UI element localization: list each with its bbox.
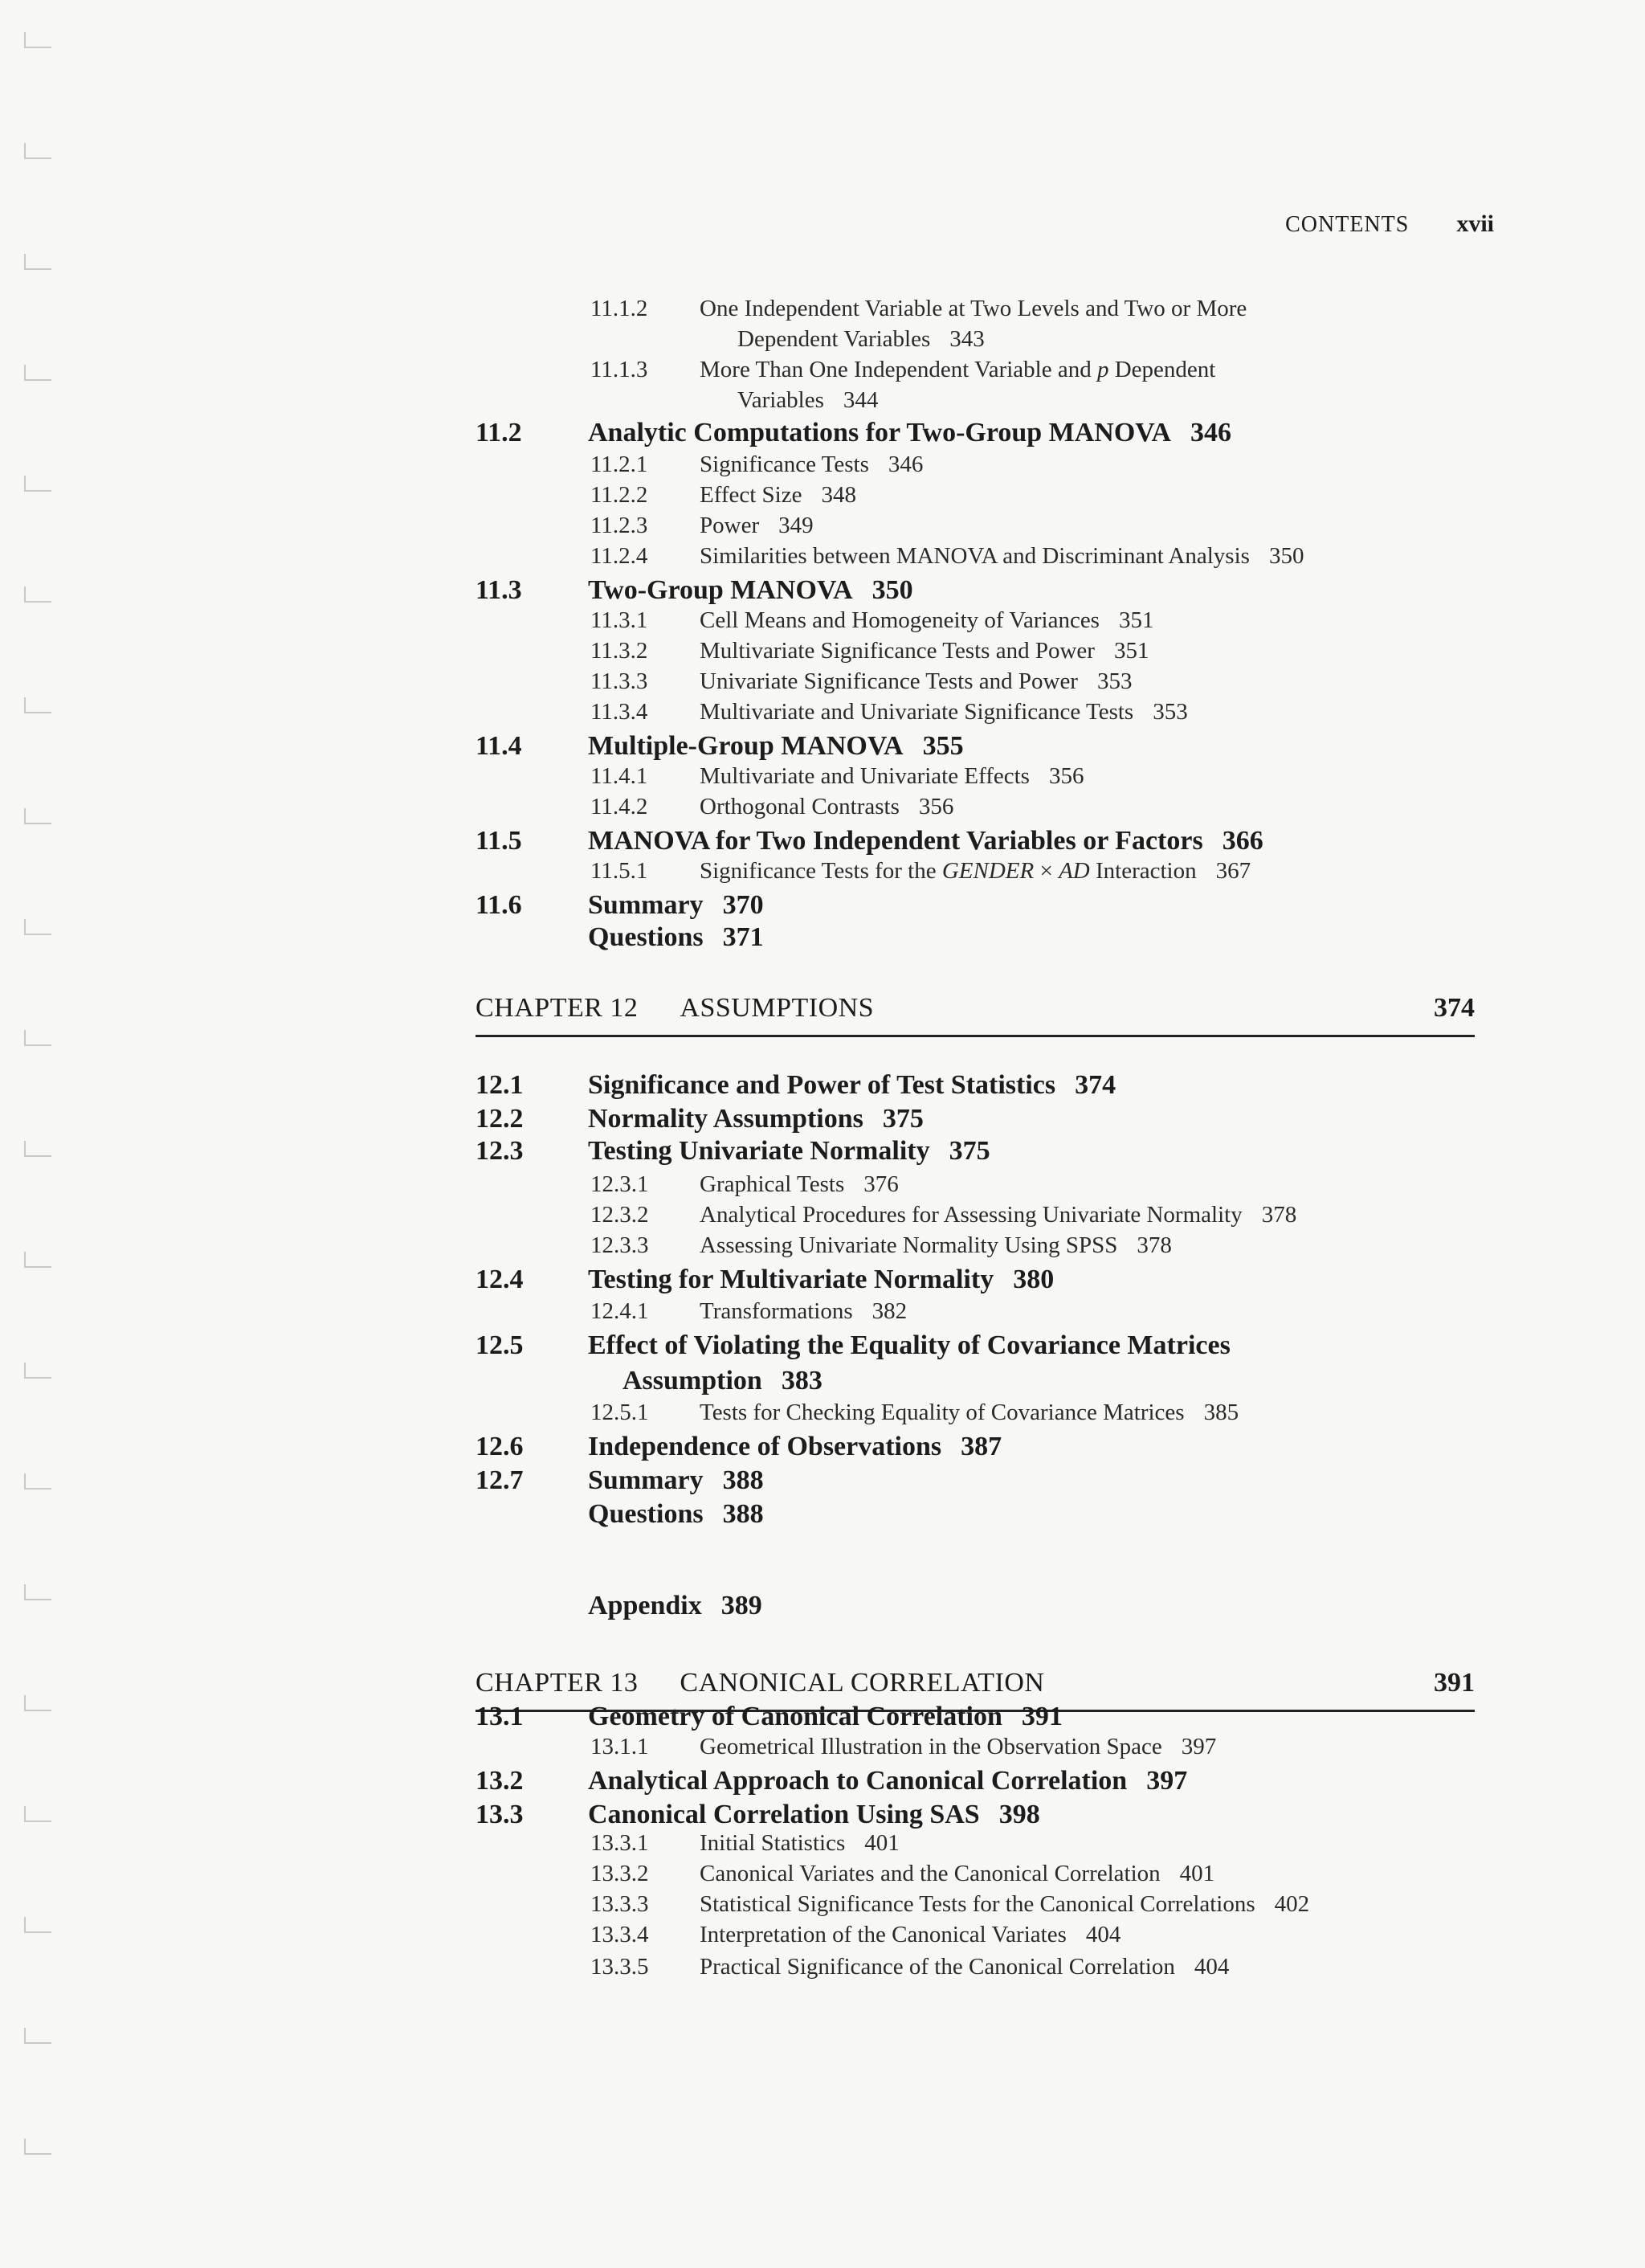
subsection-number: 12.3.1 [590,1171,649,1197]
toc-subsection-entry [590,1861,1214,1887]
entry-page-number: 371 [722,922,764,952]
entry-title: Variables [737,387,824,413]
subsection-number: 13.3.2 [590,1861,649,1886]
toc-section-entry [476,1330,1231,1361]
entry-title: Significance Tests [700,452,869,477]
entry-title: Multiple-Group MANOVA [588,731,904,761]
toc-subsection-entry [590,1298,907,1325]
subsection-number: 12.4.1 [590,1298,649,1324]
entry-page-number: 367 [1215,858,1251,884]
toc-subsection-entry [737,387,878,414]
entry-title: Significance Tests for the GENDER × AD Interaction [700,858,1197,884]
entry-title: Effect of Violating the Equality of Covariance Matrices [588,1330,1231,1360]
entry-page-number: 397 [1181,1734,1217,1759]
binding-mark [24,254,51,270]
section-number: 12.3 [476,1136,524,1166]
toc-section-entry [476,1136,990,1167]
toc-subsection-entry [590,1830,900,1857]
toc-section-entry [476,1499,764,1530]
binding-mark [24,586,51,603]
entry-page-number: 397 [1146,1766,1188,1796]
entry-page-number: 398 [998,1800,1040,1829]
entry-title: Assumption [622,1366,762,1396]
entry-title: Geometrical Illustration in the Observation Space [700,1734,1162,1759]
subsection-number: 11.3.2 [590,638,648,664]
subsection-number: 11.3.1 [590,607,648,633]
entry-title: Questions [588,922,704,952]
subsection-number: 11.2.4 [590,543,648,569]
entry-title: Independence of Observations [588,1432,942,1461]
chapter-title: ASSUMPTIONS [680,993,875,1023]
section-number: 11.2 [476,418,522,447]
entry-title: Graphical Tests [700,1171,845,1197]
subsection-number: 11.2.3 [590,513,648,538]
toc-section-entry [622,1366,822,1396]
entry-title: Effect Size [700,482,802,508]
entry-page-number: 355 [922,731,964,761]
subsection-number: 11.4.2 [590,794,648,819]
toc-subsection-entry [590,1954,1229,1980]
toc-section-entry [476,1800,1040,1830]
binding-mark [24,808,51,824]
entry-page-number: 375 [949,1136,990,1166]
section-number: 12.4 [476,1265,524,1294]
section-number: 12.7 [476,1465,524,1495]
entry-page-number: 343 [949,326,985,352]
entry-title: Normality Assumptions [588,1104,863,1134]
entry-page-number: 388 [722,1499,764,1529]
subsection-number: 11.3.3 [590,668,648,694]
entry-page-number: 356 [918,794,954,819]
entry-page-number: 344 [843,387,879,413]
entry-page-number: 366 [1222,826,1263,856]
toc-subsection-entry [590,452,923,478]
running-head [1285,210,1494,238]
chapter-heading [476,1668,1044,1698]
running-head-title: CONTENTS [1285,212,1410,237]
binding-mark [24,2028,51,2044]
entry-page-number: 350 [871,575,913,605]
entry-title: Questions [588,1499,704,1529]
entry-page-number: 346 [1190,418,1232,447]
entry-title: Dependent Variables [737,326,931,352]
entry-page-number: 388 [722,1465,764,1495]
entry-page-number: 387 [961,1432,1002,1461]
subsection-number: 11.1.3 [590,357,648,382]
section-number: 11.4 [476,731,522,761]
entry-page-number: 353 [1153,699,1188,725]
section-number: 11.3 [476,575,522,605]
toc-subsection-entry [590,482,856,509]
entry-title: Transformations [700,1298,853,1324]
entry-page-number: 374 [1075,1070,1116,1100]
entry-title: Analytical Approach to Canonical Correlation [588,1766,1128,1796]
toc-section-entry [476,418,1231,448]
entry-page-number: 376 [863,1171,899,1197]
chapter-heading [476,993,874,1024]
entry-page-number: 351 [1113,638,1149,664]
entry-page-number: 353 [1096,668,1133,694]
entry-page-number: 348 [821,482,856,508]
section-number: 13.3 [476,1800,524,1829]
entry-title: Univariate Significance Tests and Power [700,668,1078,694]
section-number: 12.5 [476,1330,524,1360]
entry-title: Assessing Univariate Normality Using SPSS [700,1232,1118,1258]
entry-title: Similarities between MANOVA and Discriminant Analysis [700,543,1250,569]
binding-mark [24,476,51,492]
toc-subsection-entry [590,858,1251,885]
binding-mark [24,697,51,713]
entry-title: Initial Statistics [700,1830,846,1856]
entry-page-number: 404 [1085,1922,1121,1947]
toc-section-entry [476,1070,1116,1101]
binding-mark [24,1695,51,1711]
toc-section-entry [476,575,913,606]
section-number: 11.6 [476,890,522,920]
toc-section-entry [476,826,1263,856]
binding-edge [0,0,64,2268]
entry-page-number: 389 [720,1591,762,1620]
binding-mark [24,1473,51,1490]
section-number: 11.5 [476,826,522,856]
entry-page-number: 356 [1048,763,1084,789]
entry-page-number: 382 [871,1298,908,1324]
entry-title: Canonical Correlation Using SAS [588,1800,980,1829]
toc-subsection-entry [590,1400,1239,1426]
binding-mark [24,919,51,935]
entry-page-number: 402 [1274,1891,1310,1917]
toc-section-entry [476,1465,764,1496]
chapter-number: CHAPTER 12 [476,993,639,1023]
toc-section-entry [476,1591,762,1621]
toc-subsection-entry [590,1171,899,1198]
entry-title: Appendix [588,1591,702,1620]
subsection-number: 11.2.1 [590,452,648,477]
toc-section-entry [476,1265,1054,1295]
chapter-page-number: 391 [1434,1668,1475,1698]
entry-title: Summary [588,890,704,920]
entry-title: Analytic Computations for Two-Group MANOVA [588,418,1172,447]
entry-title: Multivariate and Univariate Significance Tests [700,699,1134,725]
toc-subsection-entry [590,668,1132,695]
subsection-number: 11.5.1 [590,858,648,884]
binding-mark [24,1806,51,1822]
entry-page-number: 370 [722,890,764,920]
toc-section-entry [476,1702,1063,1732]
entry-title: One Independent Variable at Two Levels and Two or More [700,296,1247,321]
toc-subsection-entry [590,1922,1120,1948]
entry-title: Power [700,513,760,538]
entry-page-number: 378 [1261,1202,1297,1228]
entry-page-number: 383 [781,1366,822,1396]
subsection-number: 13.3.1 [590,1830,649,1856]
toc-section-entry [476,922,764,953]
binding-mark [24,1252,51,1268]
entry-page-number: 378 [1137,1232,1172,1258]
toc-section-entry [476,1766,1187,1796]
subsection-number: 11.3.4 [590,699,648,725]
binding-mark [24,1363,51,1379]
entry-page-number: 375 [882,1104,924,1134]
toc-section-entry [476,731,964,762]
page-folio: xvii [1456,210,1494,237]
toc-subsection-entry [737,326,985,353]
entry-page-number: 380 [1013,1265,1055,1294]
entry-title: Two-Group MANOVA [588,575,853,605]
entry-page-number: 350 [1268,543,1304,569]
binding-mark [24,1584,51,1600]
entry-title: Analytical Procedures for Assessing Univariate Normality [700,1202,1243,1228]
section-number: 12.2 [476,1104,524,1134]
chapter-number: CHAPTER 13 [476,1668,639,1698]
binding-mark [24,1141,51,1157]
entry-title: Orthogonal Contrasts [700,794,900,819]
toc-subsection-entry [590,513,814,539]
section-number: 13.1 [476,1702,524,1731]
section-number: 12.6 [476,1432,524,1461]
entry-title: MANOVA for Two Independent Variables or Factors [588,826,1203,856]
toc-section-entry [476,1104,924,1134]
subsection-number: 13.3.3 [590,1891,649,1917]
section-number: 12.1 [476,1070,524,1100]
binding-mark [24,365,51,381]
toc-subsection-entry [590,1202,1296,1228]
toc-subsection-entry [590,1734,1216,1760]
subsection-number: 11.1.2 [590,296,648,321]
subsection-number: 13.3.5 [590,1954,649,1980]
toc-subsection-entry [590,543,1304,570]
subsection-number: 11.2.2 [590,482,648,508]
subsection-number: 12.3.3 [590,1232,649,1258]
toc-subsection-entry [590,1891,1309,1918]
entry-title: Testing for Multivariate Normality [588,1265,994,1294]
chapter-rule [476,1035,1475,1037]
subsection-number: 12.5.1 [590,1400,649,1425]
binding-mark [24,32,51,48]
entry-title: Multivariate and Univariate Effects [700,763,1030,789]
binding-mark [24,143,51,159]
entry-title: Tests for Checking Equality of Covariance Matrices [700,1400,1185,1425]
entry-page-number: 349 [778,513,814,538]
subsection-number: 11.4.1 [590,763,648,789]
binding-mark [24,2139,51,2155]
entry-page-number: 346 [888,452,924,477]
entry-title: More Than One Independent Variable and p Dependent [700,357,1216,382]
toc-subsection-entry [590,357,1215,383]
entry-title: Testing Univariate Normality [588,1136,930,1166]
toc-subsection-entry [590,1232,1172,1259]
toc-subsection-entry [590,763,1084,790]
entry-page-number: 351 [1118,607,1154,633]
entry-page-number: 401 [1179,1861,1215,1886]
subsection-number: 13.1.1 [590,1734,649,1759]
toc-subsection-entry [590,699,1188,725]
binding-mark [24,1030,51,1046]
entry-title: Summary [588,1465,704,1495]
entry-page-number: 401 [864,1830,900,1856]
chapter-page-number: 374 [1434,993,1475,1023]
entry-title: Interpretation of the Canonical Variates [700,1922,1067,1947]
entry-page-number: 391 [1021,1702,1063,1731]
entry-title: Statistical Significance Tests for the Canonical Correlations [700,1891,1255,1917]
section-number: 13.2 [476,1766,524,1796]
toc-subsection-entry [590,296,1247,322]
subsection-number: 13.3.4 [590,1922,649,1947]
binding-mark [24,1917,51,1933]
toc-section-entry [476,890,764,921]
toc-subsection-entry [590,607,1153,634]
toc-subsection-entry [590,794,953,820]
entry-page-number: 404 [1194,1954,1230,1980]
toc-section-entry [476,1432,1002,1462]
chapter-title: CANONICAL CORRELATION [680,1668,1045,1698]
toc-subsection-entry [590,638,1149,664]
entry-title: Geometry of Canonical Correlation [588,1702,1002,1731]
entry-title: Practical Significance of the Canonical Correlation [700,1954,1175,1980]
subsection-number: 12.3.2 [590,1202,649,1228]
entry-title: Canonical Variates and the Canonical Correlation [700,1861,1161,1886]
entry-title: Multivariate Significance Tests and Power [700,638,1095,664]
entry-page-number: 385 [1203,1400,1239,1425]
entry-title: Significance and Power of Test Statistics [588,1070,1056,1100]
entry-title: Cell Means and Homogeneity of Variances [700,607,1100,633]
